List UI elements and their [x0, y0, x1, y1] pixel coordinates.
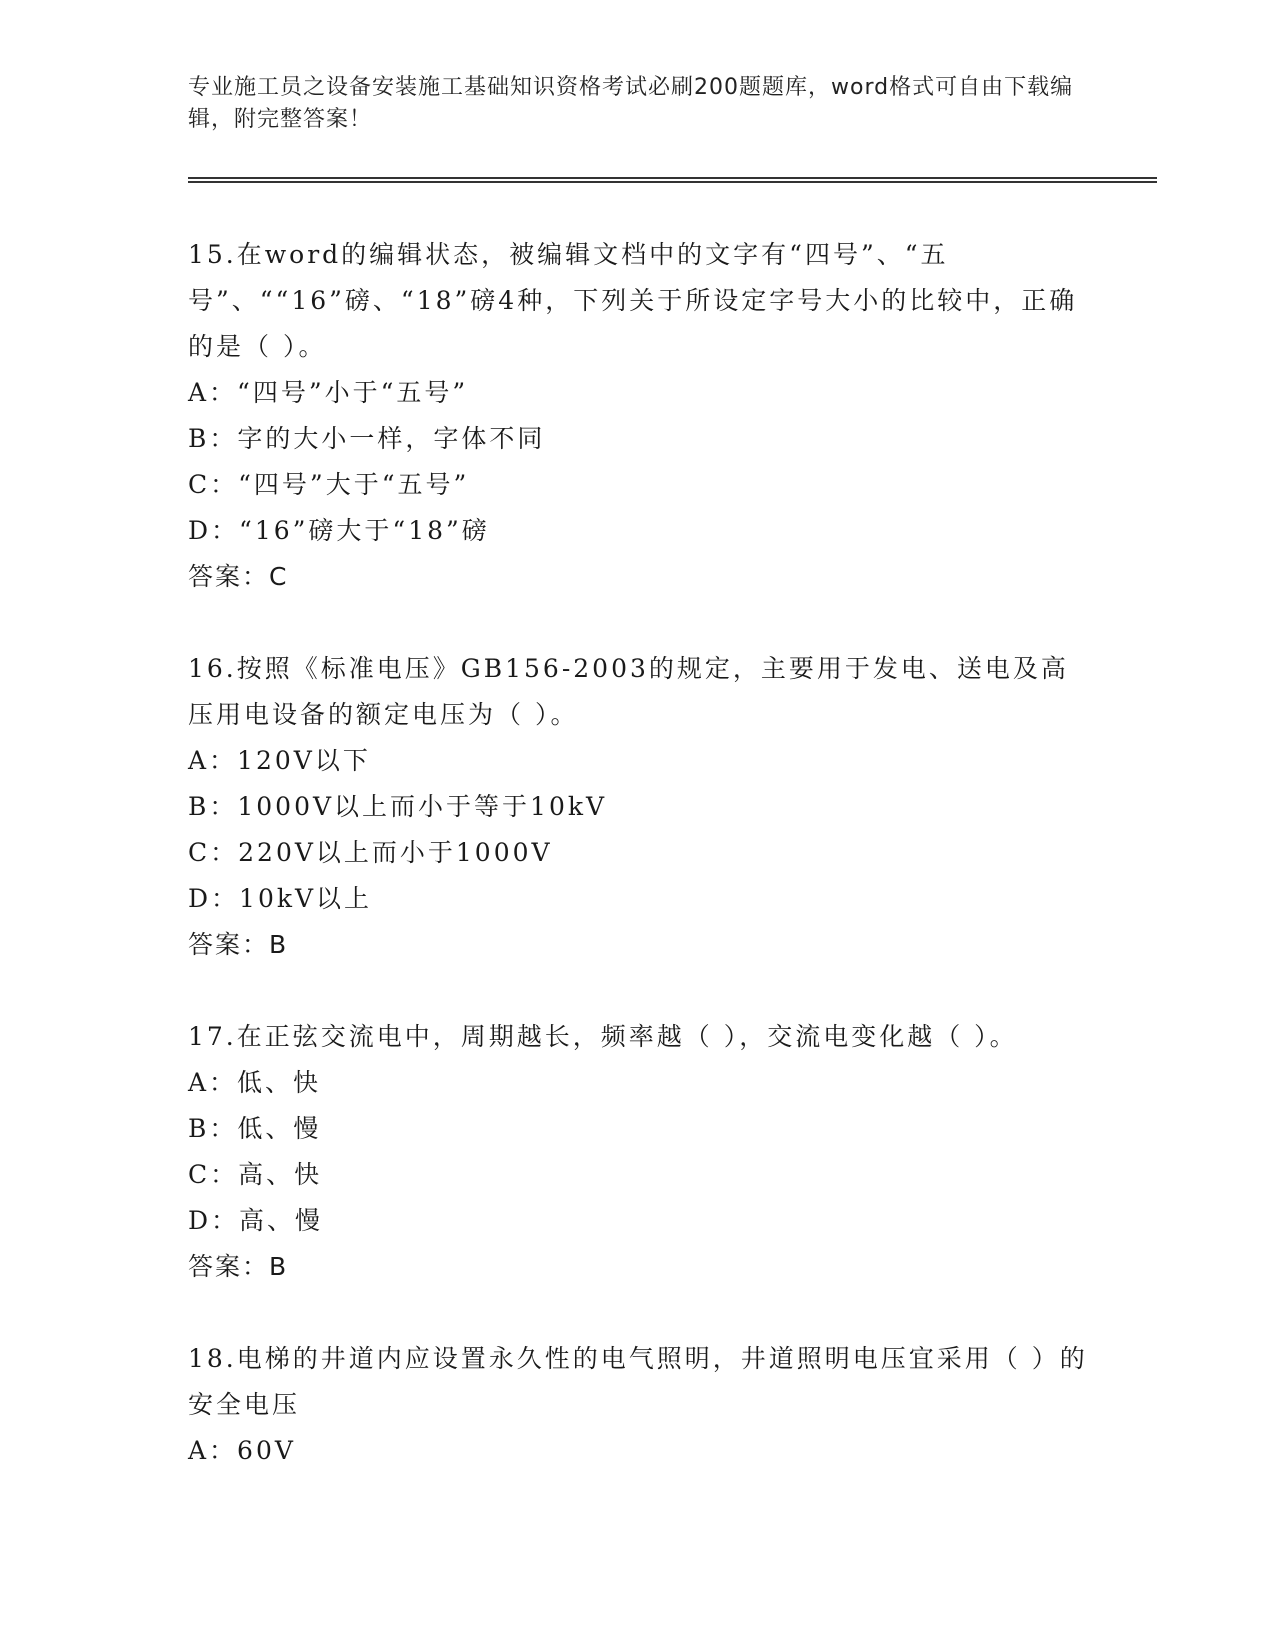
question-text: 17.在正弦交流电中，周期越长，频率越（ ），交流电变化越（ ）。	[188, 1022, 1018, 1051]
answer: 答案：C	[188, 562, 289, 591]
answer: 答案：B	[188, 1252, 289, 1281]
option-b: B：1000V以上而小于等于10kV	[188, 792, 608, 821]
option-a: A：120V以下	[188, 746, 371, 775]
question-15	[188, 232, 1088, 600]
option-a: A：60V	[188, 1436, 296, 1465]
option-b: B：低、慢	[188, 1114, 322, 1143]
option-c: C：高、快	[188, 1160, 323, 1189]
header-divider	[188, 177, 1157, 183]
option-a: A：“四号”小于“五号”	[188, 378, 469, 407]
option-d: D：高、慢	[188, 1206, 324, 1235]
answer: 答案：B	[188, 930, 289, 959]
option-d: D：“16”磅大于“18”磅	[188, 516, 490, 545]
option-c: C：220V以上而小于1000V	[188, 838, 553, 867]
question-list	[188, 232, 1088, 1520]
option-d: D：10kV以上	[188, 884, 373, 913]
question-text: 16.按照《标准电压》GB156-2003的规定，主要用于发电、送电及高压用电设备的额定电压为（ ）。	[188, 654, 1069, 729]
question-text: 15.在word的编辑状态，被编辑文档中的文字有“四号”、“五号”、““16”磅、“18”磅4种，下列关于所设定字号大小的比较中，正确的是（ ）。	[188, 240, 1078, 361]
option-a: A：低、快	[188, 1068, 322, 1097]
question-18	[188, 1336, 1088, 1474]
question-text: 18.电梯的井道内应设置永久性的电气照明，井道照明电压宜采用（ ）的安全电压	[188, 1344, 1088, 1419]
option-b: B：字的大小一样，字体不同	[188, 424, 546, 453]
question-16	[188, 646, 1088, 968]
page-header: 专业施工员之设备安装施工基础知识资格考试必刷200题题库，word格式可自由下载编辑，附完整答案！	[188, 75, 1074, 132]
question-17	[188, 1014, 1088, 1290]
option-c: C：“四号”大于“五号”	[188, 470, 470, 499]
